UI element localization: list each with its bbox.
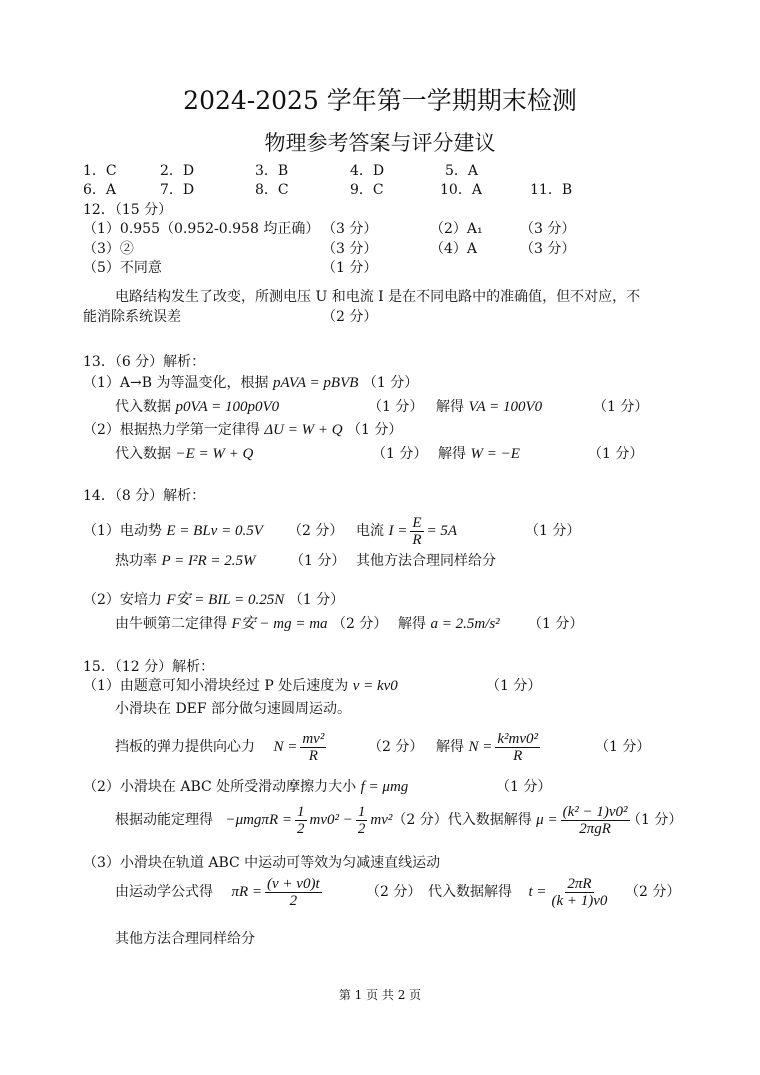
q15-score: （2 分） <box>368 739 424 755</box>
q15-line-5: 根据动能定理得 −μmgπR = $\frac{1}{2}$ mv0² − $\frac{1}{2}$ mv²（2 分）代入数据解得 μ = $\frac{\text{(k² − 1)v0²}}{\text{2πgR}}$ <box>115 803 628 837</box>
q14-line-2: 热功率 P = I²R = 2.5W <box>115 553 256 569</box>
choice-answer: 3．B <box>255 163 289 179</box>
q12-score: （3 分） <box>520 221 576 237</box>
choice-answer: 9．C <box>350 182 384 198</box>
page-title: 2024-2025 学年第一学期期末检测 <box>183 86 577 115</box>
q13-score: （1 分） <box>593 399 649 415</box>
choice-answer: 2．D <box>160 163 195 179</box>
q15-score: （2 分） <box>625 884 681 900</box>
q15-line-6: （3）小滑块在轨道 ABC 中运动可等效为匀减速直线运动 <box>83 855 441 871</box>
q12-score: （3 分） <box>322 221 378 237</box>
q14-score: （1 分） <box>528 616 584 632</box>
choice-answer: 11．B <box>530 182 573 198</box>
q14-solve: 解得 a = 2.5m/s² <box>398 616 500 632</box>
q14-note: 其他方法合理同样给分 <box>356 553 496 569</box>
q15-score: （1 分） <box>496 779 552 795</box>
fraction: $\frac{2\pi R}{(k + 1)v0}$ <box>551 875 608 909</box>
formula: −E = W + Q <box>175 446 254 462</box>
formula: pAVA = pBVB <box>272 375 359 391</box>
q12-explanation: 电路结构发生了改变，所测电压 U 和电流 I 是在不同电路中的准确值，但不对应，不 <box>115 289 641 305</box>
q15-score: （1 分） <box>486 678 542 694</box>
q15-heading: 15．（12 分）解析： <box>83 659 215 675</box>
q12-heading: 12．（15 分） <box>83 202 173 218</box>
q14-line-1: （1）电动势 E = BLv = 0.5V <box>83 523 263 539</box>
q13-score: （1 分） <box>588 446 644 462</box>
q15-solve: 代入数据解得 t = $\frac{2\pi R}{(k + 1)v0}$ <box>428 875 608 909</box>
fraction: $\frac{1}{2}$ <box>297 803 305 837</box>
fraction: $\frac{\text{mv²}}{R}$ <box>302 730 325 764</box>
q15-line-1: （1）由题意可知小滑块经过 P 处后速度为 v = kv0 <box>83 678 398 694</box>
choice-answer: 7．D <box>160 182 195 198</box>
formula: a = 2.5m/s² <box>430 616 500 632</box>
q14-line-4: 由牛顿第二定律得 F安 − mg = ma （2 分） <box>115 616 388 632</box>
q13-line-4: 代入数据 −E = W + Q <box>115 446 254 462</box>
choice-answer: 5．A <box>445 163 479 179</box>
choice-answer: 10．A <box>440 182 482 198</box>
q14-score: （1 分） <box>290 553 346 569</box>
q12-answer-3: （3）② <box>83 241 134 257</box>
fraction: $\frac{1}{2}$ <box>357 803 366 837</box>
formula: W = −E <box>470 446 520 462</box>
q13-solve: 解得 VA = 100V0 <box>436 399 543 415</box>
formula: F安 = BIL = 0.25N <box>166 592 285 608</box>
q15-score: （2 分） <box>366 884 422 900</box>
q15-note: 其他方法合理同样给分 <box>115 931 255 947</box>
q15-line-7: 由运动学公式得 πR = $\frac{(v + v0)t}{2}$ <box>115 875 320 909</box>
choice-answer: 8．C <box>255 182 289 198</box>
q15-line-4: （2）小滑块在 ABC 处所受滑动摩擦力大小 f = μmg <box>83 779 409 795</box>
q13-line-3: （2）根据热力学第一定律得 ΔU = W + Q （1 分） <box>83 422 403 438</box>
q15-score: （1 分） <box>627 812 683 828</box>
q13-score: （1 分） <box>372 446 428 462</box>
q14-heading: 14．（8 分）解析： <box>83 488 206 504</box>
q12-answer-5: （5）不同意 <box>83 260 162 276</box>
q13-heading: 13．（6 分）解析： <box>83 354 206 370</box>
formula: v = kv0 <box>352 678 398 694</box>
q15-score: （1 分） <box>595 739 651 755</box>
choice-answer: 1．C <box>83 163 117 179</box>
q13-solve: 解得 W = −E <box>438 446 520 462</box>
q15-line-3: 挡板的弹力提供向心力 N = $\frac{\text{mv²}}{R}$ <box>115 730 325 764</box>
q13-line-2: 代入数据 p0VA = 100p0V0 <box>115 399 280 415</box>
fraction: $\frac{(v + v0)t}{2}$ <box>267 875 320 909</box>
q14-score: （1 分） <box>525 523 581 539</box>
q12-score: （2 分） <box>322 309 378 325</box>
q15-solve: 解得 N = $\frac{\text{k²mv0²}}{R}$ <box>436 730 538 764</box>
q12-answer-1: （1）0.955（0.952-0.958 均正确） <box>83 221 320 237</box>
q13-line-1: （1）A→B 为等温变化，根据 pAVA = pBVB （1 分） <box>83 375 419 391</box>
q12-explanation-cont: 能消除系统误差 <box>83 309 181 325</box>
q14-current: 电流 I = $\frac{E}{R}$ = 5A <box>356 514 458 548</box>
page-subtitle: 物理参考答案与评分建议 <box>264 131 496 155</box>
q12-score: （3 分） <box>520 241 576 257</box>
choice-answer: 6．A <box>83 182 117 198</box>
formula: p0VA = 100p0V0 <box>175 399 280 415</box>
formula: F安 − mg = ma <box>231 616 328 632</box>
fraction: $\frac{\text{k²mv0²}}{R}$ <box>497 730 538 764</box>
choice-answer: 4．D <box>350 163 385 179</box>
fraction: $\frac{\text{(k² − 1)v0²}}{\text{2πgR}}$ <box>562 803 628 837</box>
fraction: $\frac{E}{R}$ <box>412 514 422 548</box>
q13-score: （1 分） <box>368 399 424 415</box>
q12-score: （1 分） <box>322 260 378 276</box>
formula: E = BLv = 0.5V <box>166 523 263 539</box>
q14-line-3: （2）安培力 F安 = BIL = 0.25N （1 分） <box>83 592 345 608</box>
formula: P = I²R = 2.5W <box>161 553 256 569</box>
formula: VA = 100V0 <box>468 399 543 415</box>
q14-score: （2 分） <box>288 523 344 539</box>
q15-line-2: 小滑块在 DEF 部分做匀速圆周运动。 <box>115 701 352 717</box>
q12-answer-4: （4）A <box>430 241 478 257</box>
formula: f = μmg <box>360 779 409 795</box>
formula: ΔU = W + Q <box>264 422 343 438</box>
page-number: 第 1 页 共 2 页 <box>338 988 422 1002</box>
q12-answer-2: （2）A₁ <box>430 221 483 237</box>
q12-score: （3 分） <box>322 241 378 257</box>
